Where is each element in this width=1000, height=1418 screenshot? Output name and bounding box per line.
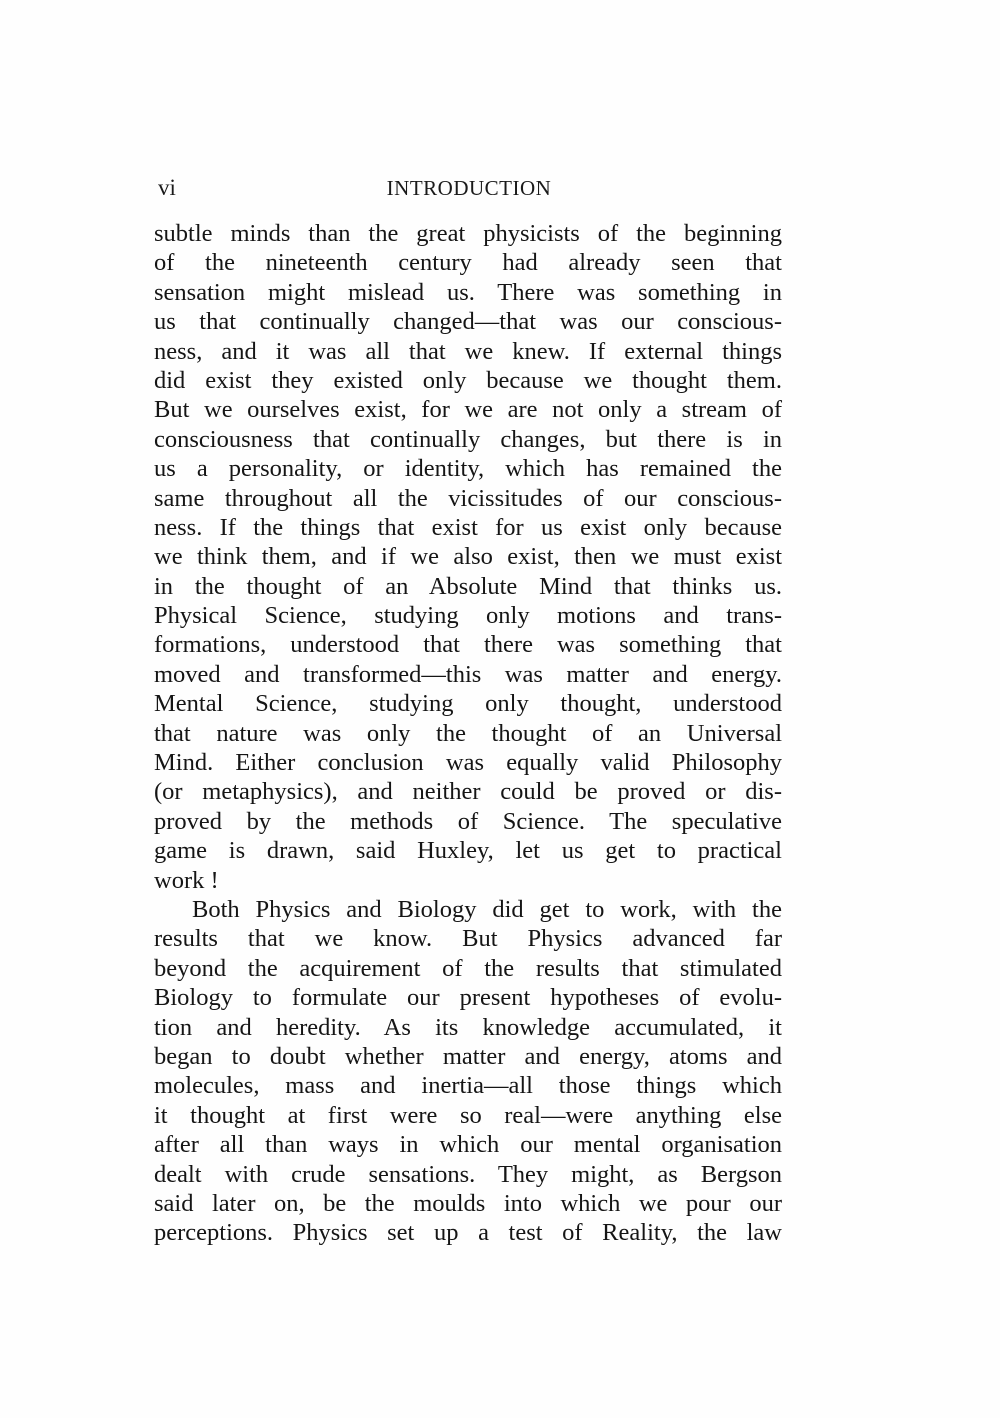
text-line: us that continually changed—that was our conscious-	[154, 308, 782, 336]
text-line: dealt with crude sensations. They might, as Bergson	[154, 1160, 782, 1188]
text-line: subtle minds than the great physicists of the beginning	[154, 220, 782, 247]
text-line: Physical Science, studying only motions and trans-	[154, 602, 782, 630]
text-line: tion and heredity. As its knowledge accumulated, it	[154, 1013, 782, 1041]
text-line: after all than ways in which our mental organisation	[154, 1131, 782, 1159]
running-title: INTRODUCTION	[386, 176, 552, 200]
text-line: (or metaphysics), and neither could be proved or dis-	[154, 778, 782, 806]
text-line: Mental Science, studying only thought, understood	[154, 690, 782, 718]
text-line: molecules, mass and inertia—all those things which	[154, 1072, 782, 1100]
text-line: began to doubt whether matter and energy, atoms and	[154, 1042, 782, 1070]
text-line: ness, and it was all that we knew. If external things	[154, 337, 782, 365]
text-line: us a personality, or identity, which has remained the	[154, 455, 782, 483]
paragraph-start-line: Both Physics and Biology did get to work, with the	[192, 895, 782, 923]
page-number: vi	[158, 175, 176, 200]
running-head	[158, 174, 780, 204]
text-line: in the thought of an Absolute Mind that thinks us.	[154, 572, 782, 600]
text-line: sensation might mislead us. There was something in	[154, 278, 782, 306]
text-line: results that we know. But Physics advanced far	[154, 925, 782, 953]
text-line: perceptions. Physics set up a test of Reality, the law	[154, 1219, 782, 1247]
text-line: consciousness that continually changes, but there is in	[154, 425, 782, 453]
text-line: beyond the acquirement of the results that stimulated	[154, 954, 782, 982]
text-line: same throughout all the vicissitudes of our conscious-	[154, 484, 782, 512]
text-line: proved by the methods of Science. The speculative	[154, 807, 782, 835]
text-line: moved and transformed—this was matter and energy.	[154, 660, 782, 688]
text-line: work !	[154, 866, 219, 894]
text-line: said later on, be the moulds into which we pour our	[154, 1189, 782, 1217]
text-line: did exist they existed only because we thought them.	[154, 366, 782, 394]
text-line: Biology to formulate our present hypotheses of evolu-	[154, 984, 782, 1012]
body-text	[154, 219, 782, 1248]
text-line: formations, understood that there was something that	[154, 631, 782, 659]
text-line: of the nineteenth century had already seen that	[154, 249, 782, 277]
text-line: ness. If the things that exist for us exist only because	[154, 513, 782, 541]
text-line: But we ourselves exist, for we are not only a stream of	[154, 396, 782, 424]
text-line: we think them, and if we also exist, then we must exist	[154, 543, 782, 571]
text-line: that nature was only the thought of an Universal	[154, 719, 782, 747]
text-line: game is drawn, said Huxley, let us get to practical	[154, 837, 782, 865]
text-line: Mind. Either conclusion was equally valid Philosophy	[154, 749, 782, 777]
text-line: it thought at first were so real—were anything else	[154, 1101, 782, 1129]
